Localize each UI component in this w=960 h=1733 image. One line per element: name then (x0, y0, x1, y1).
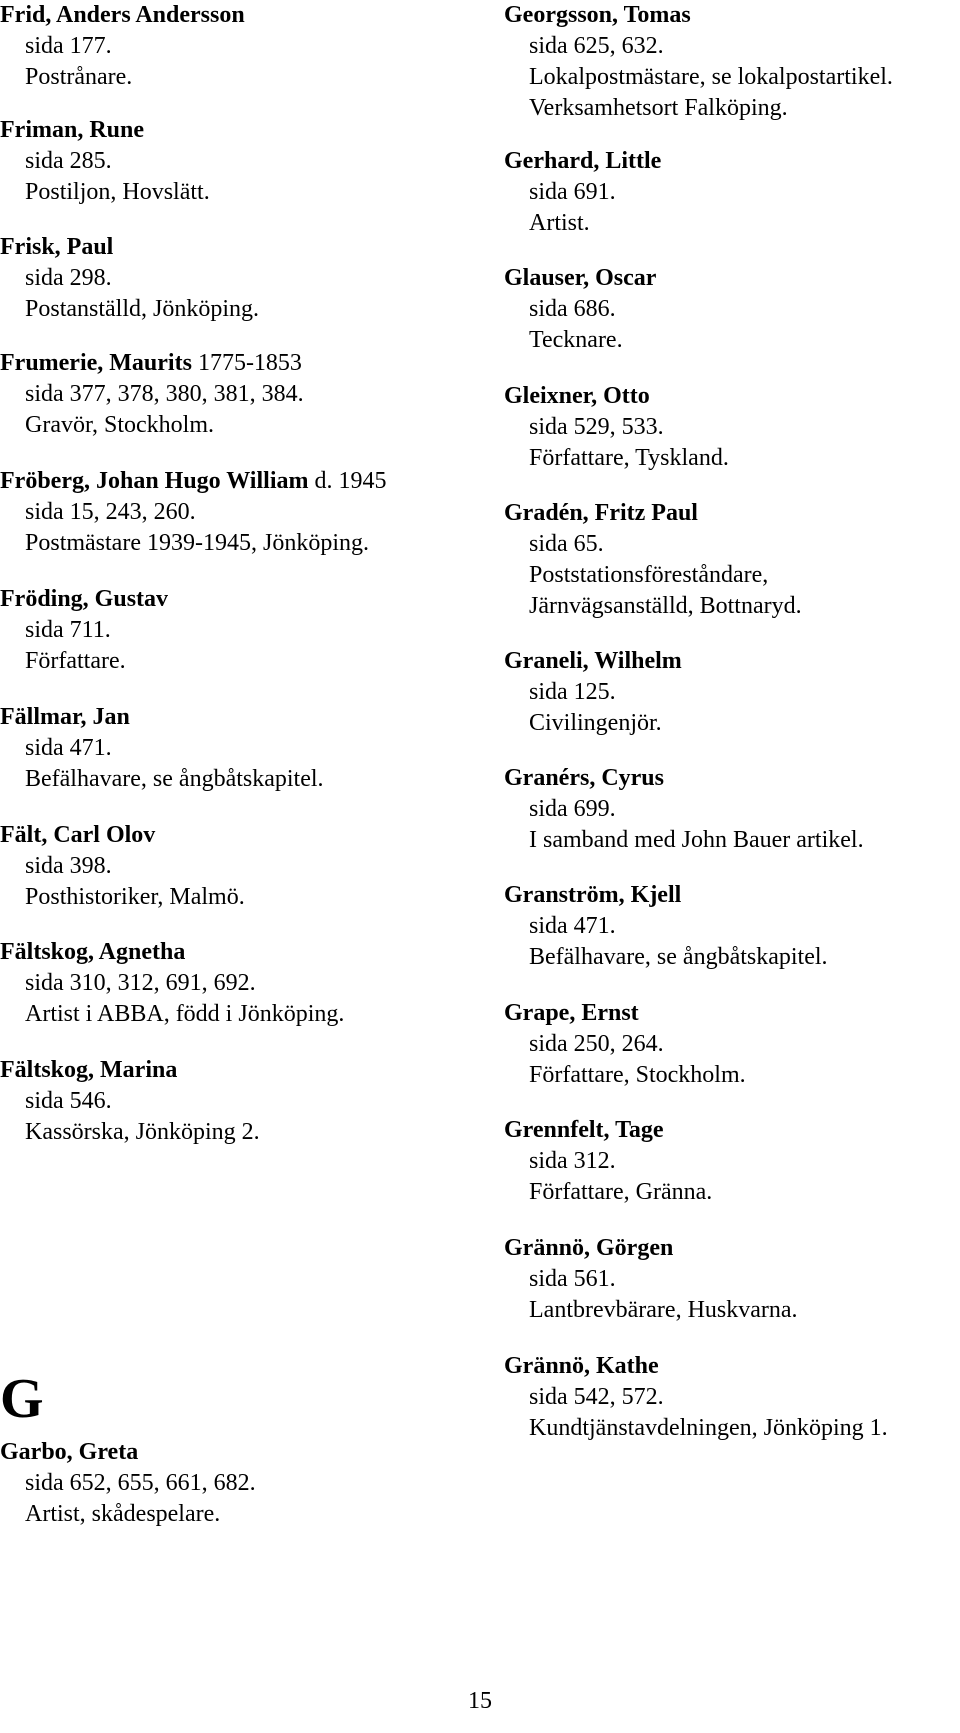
entry-dates: d. 1945 (314, 468, 387, 494)
entry-description: Lokalpostmästare, se lokalpostartikel. (529, 64, 893, 90)
index-entry (504, 263, 656, 356)
entry-description: Befälhavare, se ångbåtskapitel. (529, 944, 828, 970)
entry-name-text: Granérs, Cyrus (504, 765, 664, 791)
entry-pages: sida 310, 312, 691, 692. (25, 970, 256, 996)
entry-name-text: Graneli, Wilhelm (504, 648, 682, 674)
entry-pages: sida 377, 378, 380, 381, 384. (25, 381, 304, 407)
entry-pages: sida 125. (529, 679, 616, 705)
entry-description: Postiljon, Hovslätt. (25, 179, 210, 205)
index-entry (504, 998, 746, 1091)
entry-name-text: Gleixner, Otto (504, 383, 650, 409)
entry-name (504, 763, 864, 794)
entry-description: Verksamhetsort Falköping. (529, 95, 788, 121)
entry-pages: sida 471. (25, 735, 112, 761)
entry-name (504, 0, 893, 31)
entry-dates: 1775-1853 (197, 350, 302, 376)
entry-name (0, 232, 259, 263)
entry-name (0, 115, 210, 146)
entry-pages: sida 471. (529, 913, 616, 939)
entry-pages: sida 285. (25, 148, 112, 174)
index-entry (0, 937, 344, 1030)
entry-name (0, 1437, 256, 1468)
entry-pages: sida 312. (529, 1148, 616, 1174)
entry-description: Artist, skådespelare. (25, 1501, 221, 1527)
entry-name-text: Friman, Rune (0, 117, 144, 143)
index-entry (0, 466, 386, 559)
entry-description: Författare, Stockholm. (529, 1062, 746, 1088)
entry-name (504, 998, 746, 1029)
entry-name-text: Fält, Carl Olov (0, 822, 156, 848)
entry-pages: sida 250, 264. (529, 1031, 664, 1057)
entry-description: Postmästare 1939-1945, Jönköping. (25, 530, 369, 556)
entry-name-text: Fällmar, Jan (0, 704, 130, 730)
index-entry (504, 646, 682, 739)
entry-name (504, 880, 828, 911)
entry-pages: sida 561. (529, 1266, 616, 1292)
index-entry (504, 880, 828, 973)
index-entry (0, 348, 304, 441)
index-entry (0, 584, 168, 677)
entry-description: Gravör, Stockholm. (25, 412, 215, 438)
entry-pages: sida 542, 572. (529, 1384, 664, 1410)
entry-name-text: Grännö, Kathe (504, 1353, 659, 1379)
index-entry (0, 115, 210, 208)
entry-description: Kassörska, Jönköping 2. (25, 1119, 260, 1145)
entry-description: Artist. (529, 210, 590, 236)
entry-name-text: Grape, Ernst (504, 1000, 639, 1026)
index-entry (504, 1115, 712, 1208)
entry-pages: sida 398. (25, 853, 112, 879)
entry-name-text: Garbo, Greta (0, 1439, 139, 1465)
index-entry (0, 702, 324, 795)
entry-description: Postrånare. (25, 64, 133, 90)
entry-pages: sida 691. (529, 179, 616, 205)
index-entry (504, 0, 893, 124)
index-entry (0, 1055, 260, 1148)
entry-name-text: Fältskog, Marina (0, 1057, 178, 1083)
entry-pages: sida 625, 632. (529, 33, 664, 59)
entry-pages: sida 298. (25, 265, 112, 291)
entry-name (0, 0, 245, 31)
entry-name-text: Fröding, Gustav (0, 586, 169, 612)
entry-description: Kundtjänstavdelningen, Jönköping 1. (529, 1415, 888, 1441)
entry-pages: sida 711. (25, 617, 111, 643)
entry-name (0, 820, 245, 851)
index-entry (504, 146, 661, 239)
index-entry (504, 381, 729, 474)
section-letter: G (0, 1368, 44, 1430)
entry-description: Författare. (25, 648, 126, 674)
index-entry (504, 498, 802, 622)
entry-name (0, 1055, 260, 1086)
entry-name-text: Glauser, Oscar (504, 265, 657, 291)
entry-name (504, 1351, 888, 1382)
entry-pages: sida 546. (25, 1088, 112, 1114)
entry-name (504, 146, 661, 177)
entry-name-text: Grännö, Görgen (504, 1235, 674, 1261)
entry-name (0, 466, 386, 497)
entry-description: Artist i ABBA, född i Jönköping. (25, 1001, 345, 1027)
index-entry (0, 0, 245, 93)
entry-description: Tecknare. (529, 327, 623, 353)
entry-description: Posthistoriker, Malmö. (25, 884, 245, 910)
entry-description: Författare, Tyskland. (529, 445, 729, 471)
entry-name (504, 381, 729, 412)
entry-name-text: Georgsson, Tomas (504, 2, 691, 28)
entry-name-text: Grennfelt, Tage (504, 1117, 664, 1143)
entry-pages: sida 652, 655, 661, 682. (25, 1470, 256, 1496)
entry-name-text: Fröberg, Johan Hugo William (0, 468, 309, 494)
entry-name-text: Frid, Anders Andersson (0, 2, 245, 28)
entry-name (504, 1233, 798, 1264)
entry-name-text: Gradén, Fritz Paul (504, 500, 698, 526)
entry-description: Järnvägsanställd, Bottnaryd. (529, 593, 802, 619)
entry-description: Lantbrevbärare, Huskvarna. (529, 1297, 798, 1323)
entry-name (0, 702, 324, 733)
entry-pages: sida 65. (529, 531, 604, 557)
entry-name (0, 348, 304, 379)
entry-description: Civilingenjör. (529, 710, 662, 736)
entry-description: Befälhavare, se ångbåtskapitel. (25, 766, 324, 792)
entry-name-text: Frisk, Paul (0, 234, 114, 260)
entry-description: Postanställd, Jönköping. (25, 296, 260, 322)
entry-pages: sida 15, 243, 260. (25, 499, 196, 525)
index-entry (504, 763, 864, 856)
entry-pages: sida 529, 533. (529, 414, 664, 440)
entry-name-text: Granström, Kjell (504, 882, 682, 908)
entry-pages: sida 177. (25, 33, 112, 59)
entry-name (0, 937, 344, 968)
entry-pages: sida 699. (529, 796, 616, 822)
index-entry (504, 1233, 798, 1326)
entry-name (0, 584, 168, 615)
index-entry (0, 820, 245, 913)
entry-name (504, 498, 802, 529)
page-number: 15 (468, 1688, 492, 1714)
entry-name-text: Gerhard, Little (504, 148, 662, 174)
index-entry (504, 1351, 888, 1444)
entry-description: Författare, Gränna. (529, 1179, 713, 1205)
entry-name (504, 1115, 712, 1146)
entry-name (504, 263, 656, 294)
entry-name (504, 646, 682, 677)
index-entry (0, 232, 259, 325)
entry-pages: sida 686. (529, 296, 616, 322)
entry-name-text: Fältskog, Agnetha (0, 939, 186, 965)
index-entry (0, 1437, 256, 1530)
entry-description: Poststationsföreståndare, (529, 562, 769, 588)
entry-name-text: Frumerie, Maurits (0, 350, 192, 376)
entry-description: I samband med John Bauer artikel. (529, 827, 864, 853)
